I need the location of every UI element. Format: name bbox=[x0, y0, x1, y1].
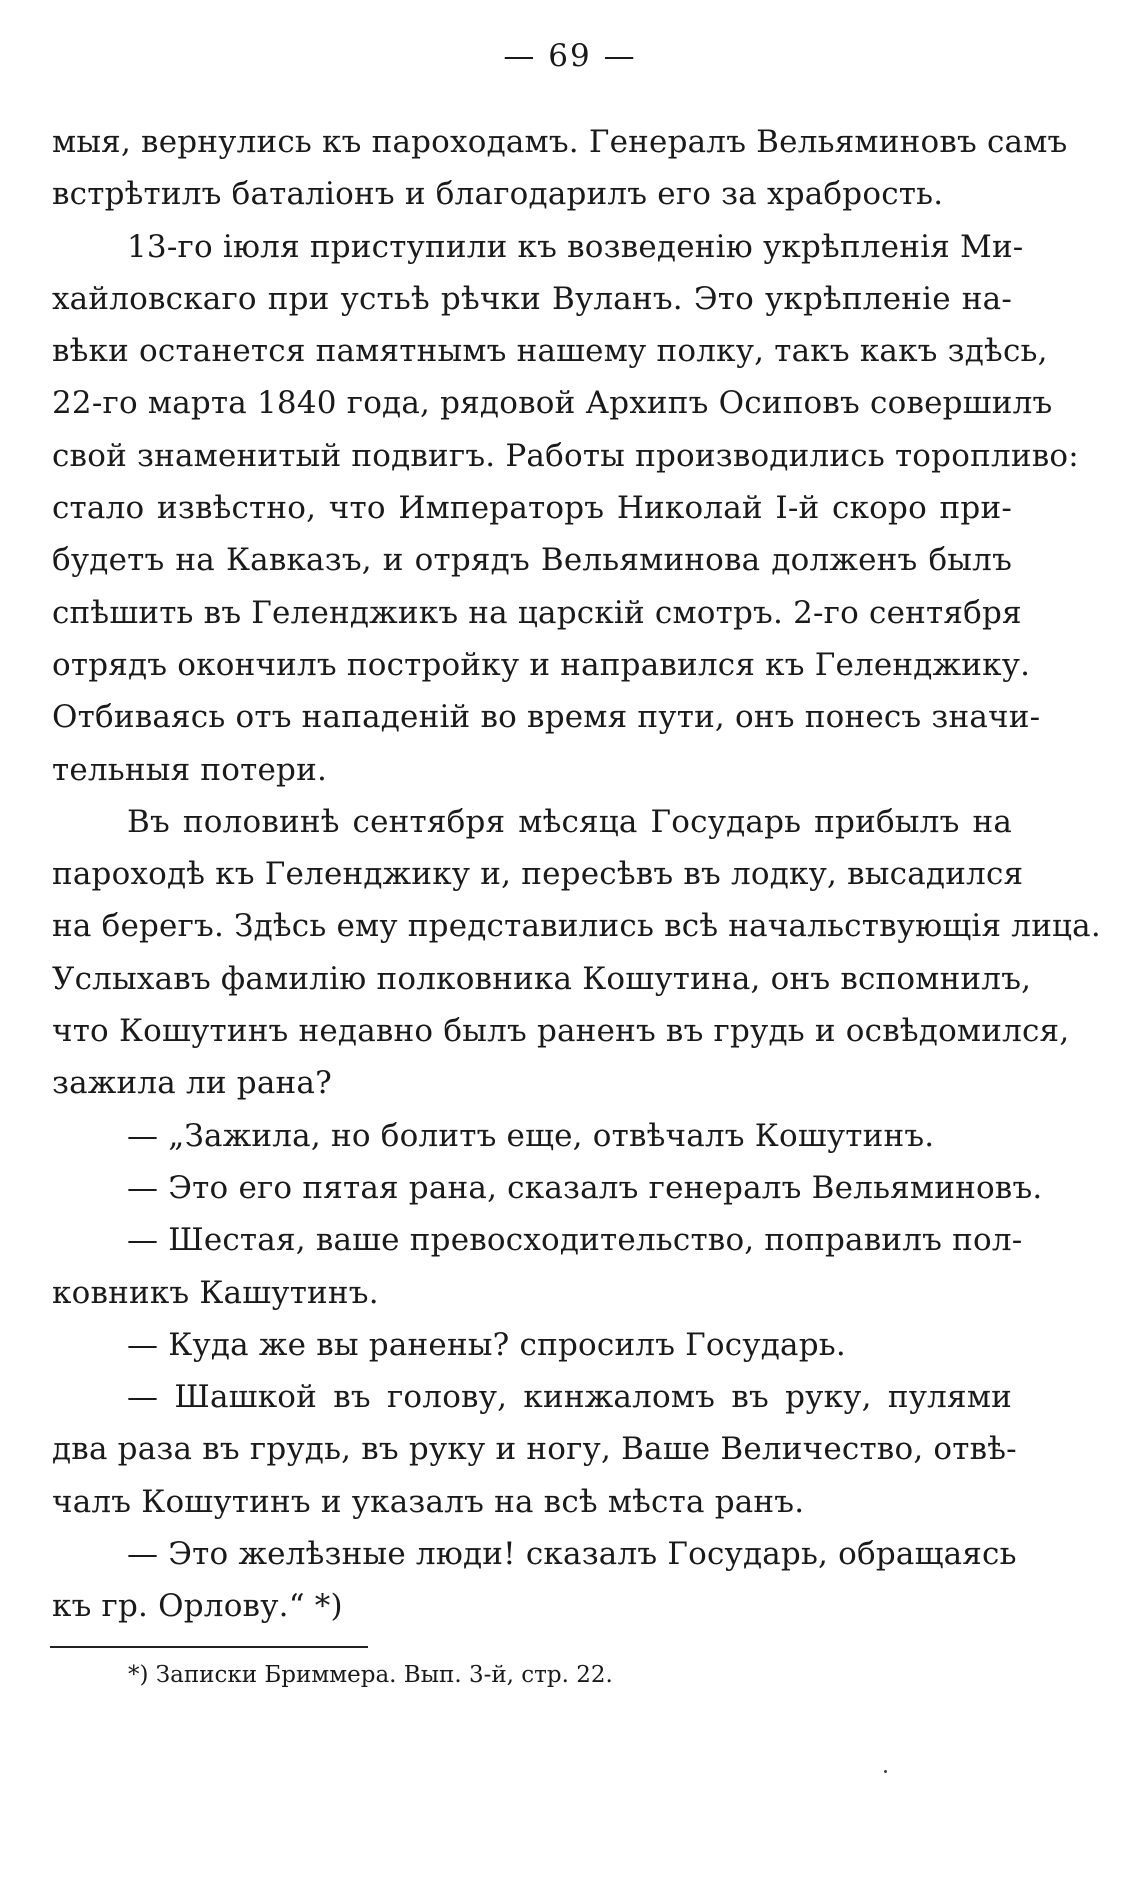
text-line: тельныя потери. bbox=[52, 751, 327, 788]
text-line: Услыхавъ фамилію полковника Кошутина, онъ вспомнилъ, bbox=[52, 960, 1032, 997]
text-line: чалъ Кошутинъ и указалъ на всѣ мѣста ранъ. bbox=[52, 1483, 805, 1520]
text-line: — Это желѣзные люди! сказалъ Государь, обращаясь bbox=[127, 1536, 1017, 1573]
text-line: хайловскаго при устьѣ рѣчки Вуланъ. Это укрѣпленіе на- bbox=[52, 280, 1012, 317]
page-number: — 69 — bbox=[503, 38, 637, 74]
text-line: — Шестая, ваше превосходительство, поправилъ пол- bbox=[127, 1222, 1023, 1259]
text-line: спѣшить въ Геленджикъ на царскій смотръ. 2-го сентября bbox=[52, 594, 1022, 631]
text-line: Отбиваясь отъ нападеній во время пути, онъ понесъ значи- bbox=[52, 699, 1041, 736]
text-line: 13-го іюля приступили къ возведенію укрѣпленія Ми- bbox=[127, 228, 1024, 265]
text-line: будетъ на Кавказъ, и отрядъ Вельяминова долженъ былъ bbox=[52, 542, 1012, 579]
text-line: на берегъ. Здѣсь ему представились всѣ начальствующія лица. bbox=[52, 908, 1101, 945]
text-line: пароходѣ къ Геленджику и, пересѣвъ въ лодку, высадился bbox=[52, 856, 1024, 893]
text-line: — „Зажила, но болитъ еще, отвѣчалъ Кошутинъ. bbox=[127, 1117, 935, 1154]
text-line: зажила ли рана? bbox=[52, 1065, 332, 1102]
footnote-divider bbox=[50, 1646, 368, 1648]
text-line: ковникъ Кашутинъ. bbox=[52, 1274, 379, 1311]
text-line: два раза въ грудь, въ руку и ногу, Ваше Величество, отвѣ- bbox=[52, 1431, 1017, 1468]
text-line: — Шашкой въ голову, кинжаломъ въ руку, пулями bbox=[127, 1379, 1012, 1416]
text-line: — Это его пятая рана, сказалъ генералъ Вельяминовъ. bbox=[127, 1169, 1043, 1206]
text-line: встрѣтилъ баталіонъ и благодарилъ его за храбрость. bbox=[52, 176, 944, 213]
text-line: вѣки останется памятнымъ нашему полку, такъ какъ здѣсь, bbox=[52, 333, 1048, 370]
text-line: — Куда же вы ранены? спросилъ Государь. bbox=[127, 1326, 846, 1363]
text-line: Въ половинѣ сентября мѣсяца Государь прибылъ на bbox=[127, 803, 1012, 840]
text-line: что Кошутинъ недавно былъ раненъ въ грудь и освѣдомился, bbox=[52, 1013, 1070, 1050]
body-text bbox=[52, 116, 1101, 1633]
text-line: 22-го марта 1840 года, рядовой Архипъ Осиповъ совершилъ bbox=[52, 385, 1053, 422]
print-speck bbox=[884, 1770, 887, 1773]
text-line: къ гр. Орлову.“ *) bbox=[52, 1588, 343, 1625]
text-line: мыя, вернулись къ пароходамъ. Генералъ Вельяминовъ самъ bbox=[52, 124, 1068, 160]
footnote: *) Записки Бриммера. Вып. 3-й, стр. 22. bbox=[128, 1662, 613, 1688]
text-line: отрядъ окончилъ постройку и направился къ Геленджику. bbox=[52, 646, 1031, 683]
text-line: свой знаменитый подвигъ. Работы производились торопливо: bbox=[52, 437, 1079, 474]
text-line: стало извѣстно, что Императоръ Николай I-й скоро при- bbox=[52, 490, 1012, 527]
